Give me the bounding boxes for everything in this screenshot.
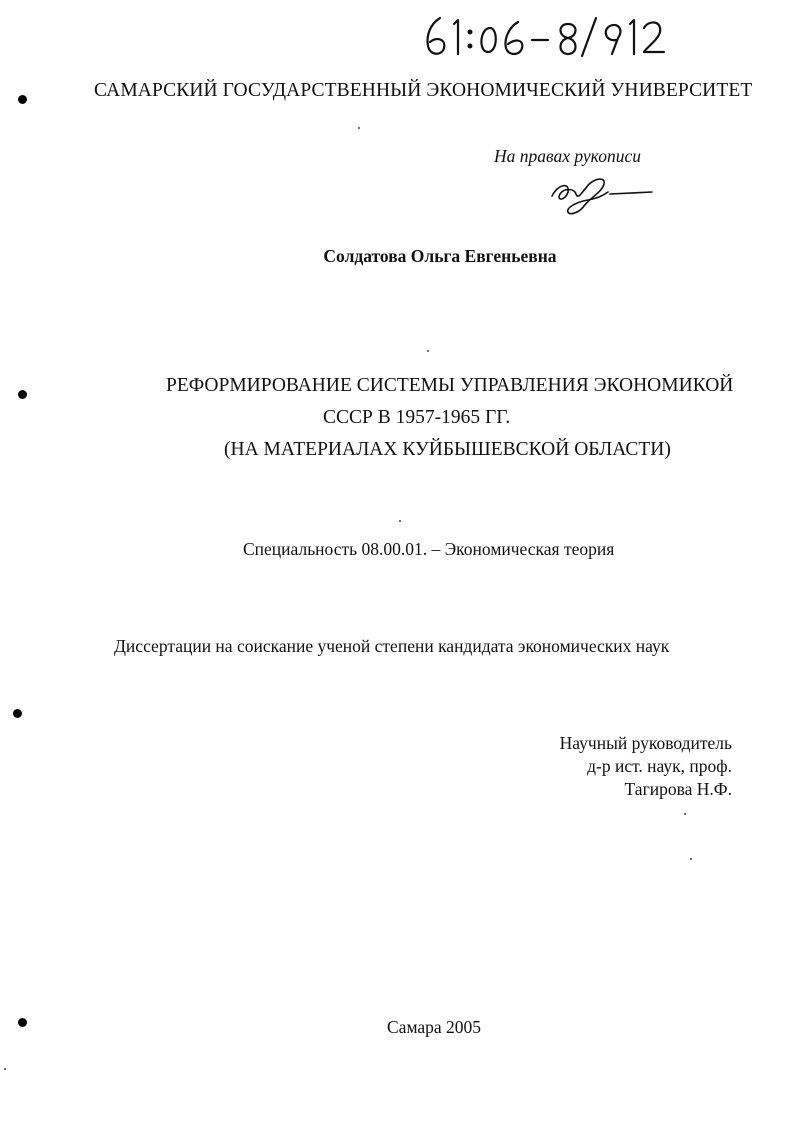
dissertation-title-line-3: (НА МАТЕРИАЛАХ КУЙБЫШЕВСКОЙ ОБЛАСТИ) <box>224 439 671 460</box>
degree-statement: Диссертации на соискание ученой степени кандидата экономических наук <box>114 636 670 656</box>
city-year: Самара 2005 <box>387 1017 482 1037</box>
binder-hole <box>18 1018 27 1027</box>
binder-hole <box>18 95 27 104</box>
scan-speck <box>4 1068 6 1070</box>
manuscript-rights-note: На правах рукописи <box>494 146 641 166</box>
advisor-degree: д-р ист. наук, проф. <box>587 756 732 776</box>
scan-speck <box>690 858 692 860</box>
scan-speck <box>358 127 360 129</box>
specialty: Специальность 08.00.01. – Экономическая теория <box>243 539 615 559</box>
binder-hole <box>18 390 27 399</box>
archive-number-handwritten <box>418 10 668 62</box>
advisor-name: Тагирова Н.Ф. <box>624 779 732 799</box>
dissertation-title-line-1: РЕФОРМИРОВАНИЕ СИСТЕМЫ УПРАВЛЕНИЯ ЭКОНОМИКОЙ <box>166 375 734 396</box>
binder-hole <box>13 709 22 718</box>
author-name: Солдатова Ольга Евгеньевна <box>323 246 557 266</box>
scan-speck <box>684 813 686 815</box>
advisor-role: Научный руководитель <box>559 733 732 753</box>
dissertation-title-line-2: СССР В 1957-1965 ГГ. <box>323 407 511 428</box>
scan-speck <box>427 350 429 352</box>
university-name: САМАРСКИЙ ГОСУДАРСТВЕННЫЙ ЭКОНОМИЧЕСКИЙ УНИВЕРСИТЕТ <box>94 80 753 101</box>
signature <box>540 170 660 222</box>
scan-speck <box>399 520 401 522</box>
